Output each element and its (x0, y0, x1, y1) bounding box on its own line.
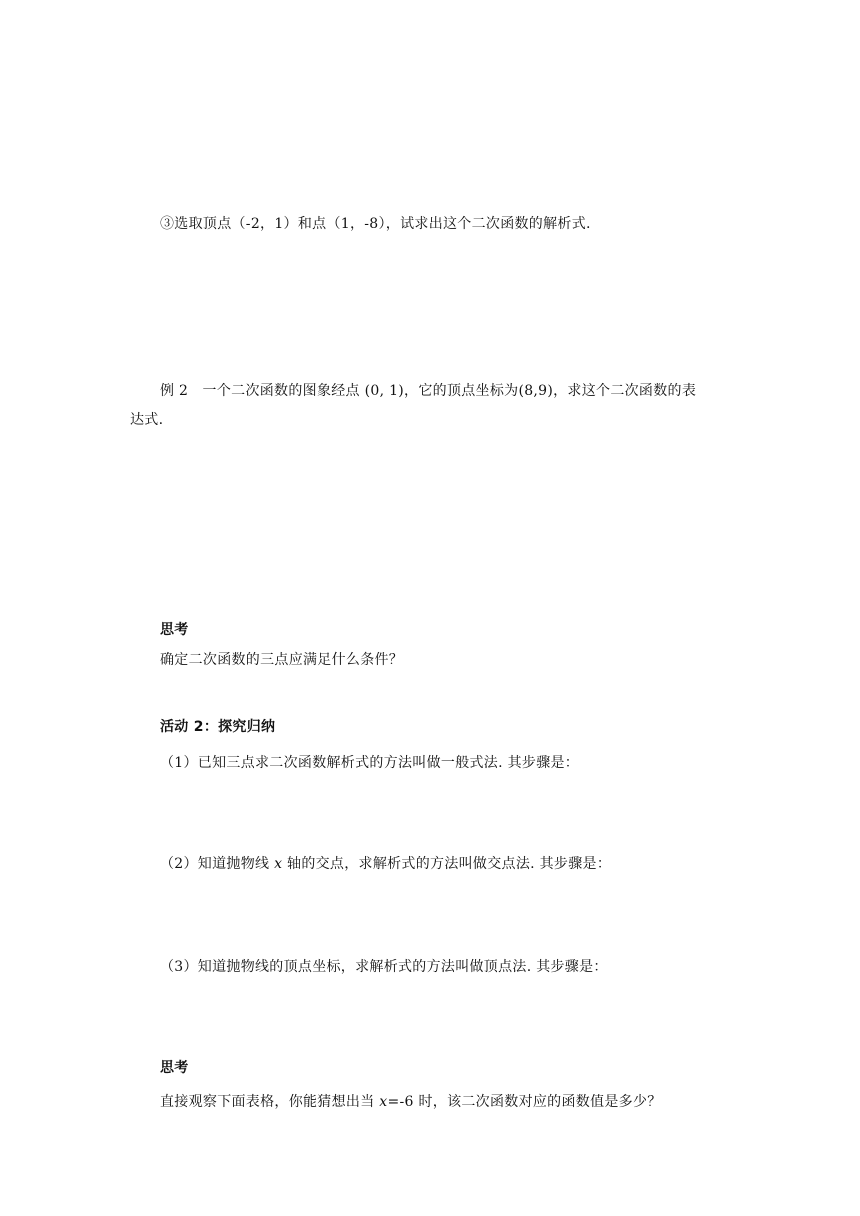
think-2-prefix: 直接观察下面表格，你能猜想出当 (160, 1094, 380, 1110)
activity-2-heading: 活动 2：探究归纳 (160, 719, 276, 735)
think-question-2 (160, 1092, 662, 1112)
activity-2-item-2 (160, 854, 611, 874)
item-2-prefix: （2）知道抛物线 (160, 856, 275, 872)
example-2-line-1: 例 2 一个二次函数的图象经点 (0, 1)，它的顶点坐标为(8,9)，求这个二次函数的表 (160, 383, 697, 399)
activity-2-item-3: （3）知道抛物线的顶点坐标，求解析式的方法叫做顶点法. 其步骤是： (160, 959, 608, 975)
item-2-variable: x (274, 856, 283, 872)
think-question-1: 确定二次函数的三点应满足什么条件？ (160, 652, 404, 668)
think-2-variable: x (379, 1094, 388, 1110)
activity-2-item-1: （1）已知三点求二次函数解析式的方法叫做一般式法. 其步骤是： (160, 755, 580, 771)
example-2-line-2: 达式. (130, 412, 164, 428)
item-2-suffix: 轴的交点，求解析式的方法叫做交点法. 其步骤是： (282, 856, 612, 872)
question-3: ③选取顶点（-2，1）和点（1，-8），试求出这个二次函数的解析式. (160, 216, 591, 232)
think-heading-2: 思考 (160, 1060, 189, 1076)
think-2-suffix: =-6 时，该二次函数对应的函数值是多少？ (387, 1094, 662, 1110)
think-heading-1: 思考 (160, 622, 189, 638)
